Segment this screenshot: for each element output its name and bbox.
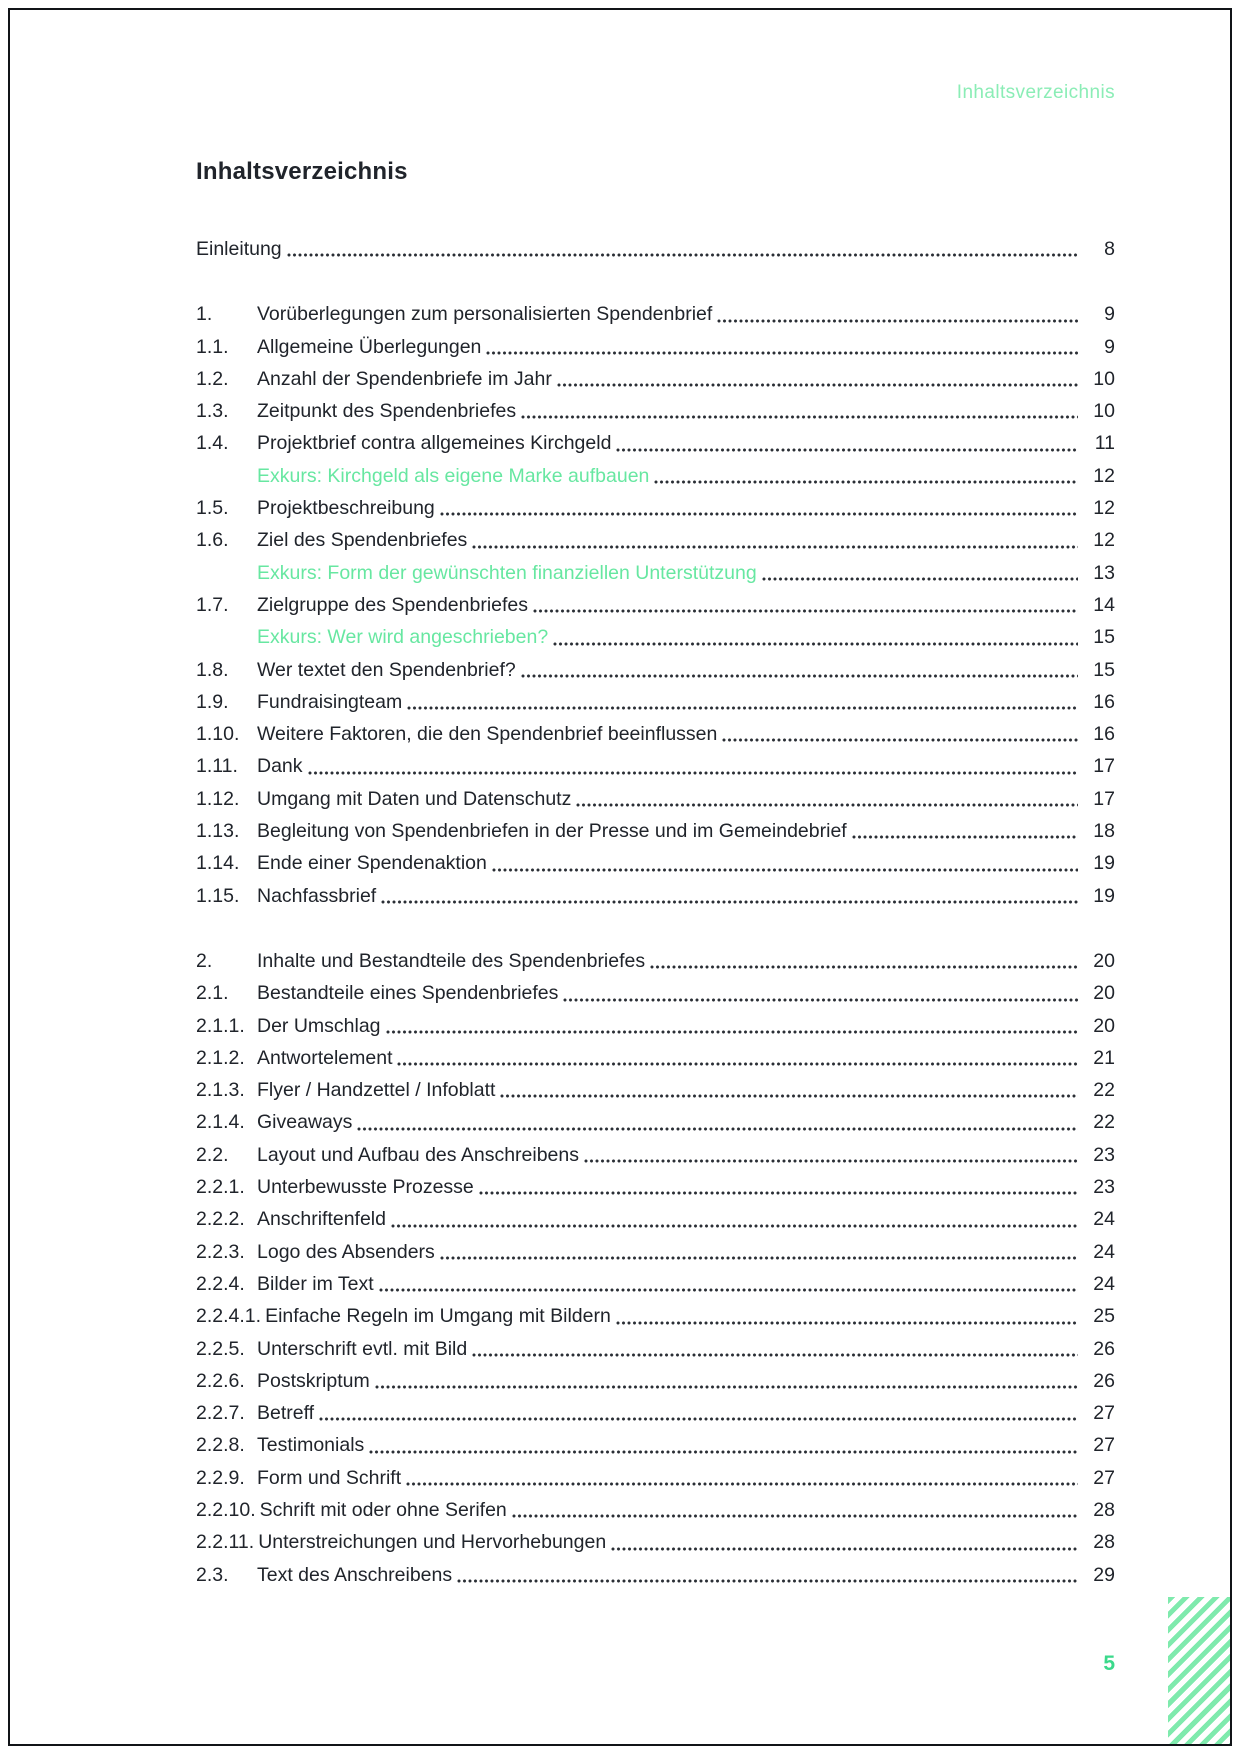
toc-entry-page-number: 9 xyxy=(1104,335,1115,358)
toc-entry-page-number: 24 xyxy=(1093,1272,1115,1295)
toc-entry-page-number: 13 xyxy=(1093,561,1115,584)
toc-entry-label: Nachfassbrief xyxy=(257,884,377,907)
toc-entry-number: 2.1.3. xyxy=(196,1079,245,1102)
toc-entry-page-number: 12 xyxy=(1093,529,1115,552)
toc-entry-label: Testimonials xyxy=(257,1434,365,1457)
toc-entry-number: 1.7. xyxy=(196,593,229,616)
toc-entry xyxy=(196,233,1115,265)
dot-leader-decoration xyxy=(486,351,1078,355)
dot-leader-decoration xyxy=(391,1224,1078,1228)
toc-entry-page-number: 15 xyxy=(1093,626,1115,649)
dot-leader-decoration xyxy=(379,1288,1078,1292)
dot-leader-decoration xyxy=(611,1547,1078,1551)
toc-entry-number: 1.5. xyxy=(196,497,229,520)
dot-leader-decoration xyxy=(472,1353,1078,1357)
toc-entry-page-number: 23 xyxy=(1093,1143,1115,1166)
toc-entry-label: Projektbrief contra allgemeines Kirchgeld xyxy=(257,432,612,455)
toc-entry-page-number: 11 xyxy=(1094,432,1115,455)
dot-leader-decoration xyxy=(407,706,1078,710)
toc-entry-label: Fundraisingteam xyxy=(257,690,403,713)
toc-entry-page-number: 19 xyxy=(1093,884,1115,907)
toc-entry xyxy=(196,427,1115,459)
toc-entry xyxy=(196,1397,1115,1429)
dot-leader-decoration xyxy=(375,1385,1078,1389)
toc-entry-number: 1.8. xyxy=(196,658,229,681)
dot-leader-decoration xyxy=(521,674,1078,678)
toc-entry-label: Unterbewusste Prozesse xyxy=(257,1176,474,1199)
dot-leader-decoration xyxy=(717,319,1078,323)
toc-entry-label: Der Umschlag xyxy=(257,1014,381,1037)
toc-entry-label: Schrift mit oder ohne Serifen xyxy=(259,1498,507,1521)
toc-entry-page-number: 24 xyxy=(1093,1240,1115,1263)
toc-entry xyxy=(196,1139,1115,1171)
dot-leader-decoration xyxy=(406,1482,1078,1486)
toc-entry-number: 1.13. xyxy=(196,820,240,843)
toc-entry xyxy=(196,1010,1115,1042)
toc-entry-label: Inhalte und Bestandteile des Spendenbriefes xyxy=(257,949,646,972)
toc-entry xyxy=(196,492,1115,524)
toc-entry-number: 2.2.6. xyxy=(196,1369,245,1392)
toc-entry xyxy=(196,1494,1115,1526)
toc-entry-label: Anschriftenfeld xyxy=(257,1208,386,1231)
toc-entry-number: 2.2.5. xyxy=(196,1337,245,1360)
toc-entry-label: Projektbeschreibung xyxy=(257,497,435,520)
toc-entry xyxy=(196,1236,1115,1268)
toc-entry xyxy=(196,363,1115,395)
toc-entry-page-number: 10 xyxy=(1093,400,1115,423)
toc-entry-page-number: 26 xyxy=(1093,1369,1115,1392)
dot-leader-decoration xyxy=(584,1159,1078,1163)
dot-leader-decoration xyxy=(440,1256,1078,1260)
toc-entry-label: Antwortelement xyxy=(257,1046,393,1069)
toc-entry-number: 1.10. xyxy=(196,723,240,746)
toc-entry-number: 2.2.4. xyxy=(196,1272,245,1295)
toc-entry xyxy=(196,847,1115,879)
toc-entry-label: Bilder im Text xyxy=(257,1272,374,1295)
toc-entry-page-number: 16 xyxy=(1093,723,1115,746)
toc-entry-page-number: 20 xyxy=(1093,982,1115,1005)
toc-entry xyxy=(196,815,1115,847)
page-number: 5 xyxy=(1103,1652,1115,1675)
toc-entry-label: Ende einer Spendenaktion xyxy=(257,852,487,875)
page-title: Inhaltsverzeichnis xyxy=(196,158,408,185)
toc-entry-number: 1.9. xyxy=(196,690,229,713)
toc-entry-page-number: 27 xyxy=(1093,1466,1115,1489)
toc-entry-page-number: 29 xyxy=(1093,1563,1115,1586)
toc-entry-page-number: 28 xyxy=(1093,1498,1115,1521)
corner-stripe-decoration xyxy=(1168,1597,1230,1744)
toc-entry-label: Flyer / Handzettel / Infoblatt xyxy=(257,1079,496,1102)
toc-entry-page-number: 17 xyxy=(1093,787,1115,810)
dot-leader-decoration xyxy=(381,900,1078,904)
toc-entry xyxy=(196,557,1115,589)
dot-leader-decoration xyxy=(357,1127,1078,1131)
toc-entry-label: Einfache Regeln im Umgang mit Bildern xyxy=(265,1305,611,1328)
toc-entry-number: 2.1.2. xyxy=(196,1046,245,1069)
dot-leader-decoration xyxy=(852,835,1078,839)
toc-entry-number: 2.3. xyxy=(196,1563,229,1586)
toc-entry xyxy=(196,331,1115,363)
dot-leader-decoration xyxy=(287,253,1078,257)
toc-entry-page-number: 22 xyxy=(1093,1079,1115,1102)
toc-entry-number: 2.2.9. xyxy=(196,1466,245,1489)
toc-entry-number: 1.11. xyxy=(196,755,238,778)
toc-entry-label: Exkurs: Form der gewünschten finanziellen Unterstützung xyxy=(257,561,757,584)
toc-entry xyxy=(196,1526,1115,1558)
toc-entry-page-number: 20 xyxy=(1093,1014,1115,1037)
toc-entry-page-number: 8 xyxy=(1104,238,1115,260)
dot-leader-decoration xyxy=(479,1191,1078,1195)
toc-entry xyxy=(196,945,1115,977)
toc-entry xyxy=(196,1042,1115,1074)
toc-entry xyxy=(196,686,1115,718)
toc-entry-number: 2.2.2. xyxy=(196,1208,245,1231)
toc-entry-number: 2.2.7. xyxy=(196,1402,245,1425)
toc-entry-page-number: 17 xyxy=(1093,755,1115,778)
toc-entry-page-number: 12 xyxy=(1093,464,1115,487)
toc-entry xyxy=(196,1268,1115,1300)
toc-entry xyxy=(196,1559,1115,1591)
toc-entry-number: 2.2.4.1. xyxy=(196,1305,262,1328)
toc-entry-label: Vorüberlegungen zum personalisierten Spendenbrief xyxy=(257,303,713,326)
toc-entry-label: Ziel des Spendenbriefes xyxy=(257,529,468,552)
toc-entry-number: 1.14. xyxy=(196,852,240,875)
toc-entry-page-number: 10 xyxy=(1093,367,1115,390)
toc-entry xyxy=(196,1462,1115,1494)
toc-entry-label: Zielgruppe des Spendenbriefes xyxy=(257,593,529,616)
toc-entry-number: 1. xyxy=(196,303,213,326)
toc-entry-label: Text des Anschreibens xyxy=(257,1563,453,1586)
toc-entry-label: Dank xyxy=(257,755,303,778)
dot-leader-decoration xyxy=(762,577,1078,581)
dot-leader-decoration xyxy=(521,415,1078,419)
toc-entry-label: Postskriptum xyxy=(257,1369,370,1392)
dot-leader-decoration xyxy=(563,998,1078,1002)
dot-leader-decoration xyxy=(397,1062,1078,1066)
dot-leader-decoration xyxy=(512,1514,1078,1518)
toc-entry-number: 2.2. xyxy=(196,1143,229,1166)
dot-leader-decoration xyxy=(722,738,1078,742)
toc-entry-page-number: 14 xyxy=(1093,593,1115,616)
toc-entry-label: Bestandteile eines Spendenbriefes xyxy=(257,982,559,1005)
toc-entry xyxy=(196,654,1115,686)
toc-entry-page-number: 27 xyxy=(1093,1434,1115,1457)
toc-entry xyxy=(196,1074,1115,1106)
dot-leader-decoration xyxy=(616,448,1078,452)
dot-leader-decoration xyxy=(472,545,1078,549)
toc-entry-number: 2.2.10. xyxy=(196,1498,256,1521)
toc-entry xyxy=(196,1365,1115,1397)
toc-entry xyxy=(196,750,1115,782)
toc-entry-page-number: 25 xyxy=(1093,1305,1115,1328)
toc-entry-label: Allgemeine Überlegungen xyxy=(257,335,482,358)
toc-entry-label: Einleitung xyxy=(196,238,282,260)
toc-entry-page-number: 27 xyxy=(1093,1402,1115,1425)
toc-entry-label: Wer textet den Spendenbrief? xyxy=(257,658,516,681)
toc-entry-label: Umgang mit Daten und Datenschutz xyxy=(257,787,572,810)
toc-entry-page-number: 20 xyxy=(1093,949,1115,972)
toc-entry-page-number: 26 xyxy=(1093,1337,1115,1360)
dot-leader-decoration xyxy=(492,868,1078,872)
toc-entry-label: Unterstreichungen und Hervorhebungen xyxy=(258,1531,607,1554)
toc-entry-page-number: 12 xyxy=(1093,497,1115,520)
dot-leader-decoration xyxy=(576,803,1078,807)
dot-leader-decoration xyxy=(557,383,1078,387)
running-header: Inhaltsverzeichnis xyxy=(956,82,1115,103)
toc-entry-page-number: 23 xyxy=(1093,1176,1115,1199)
toc-entry-number: 2.2.8. xyxy=(196,1434,245,1457)
dot-leader-decoration xyxy=(308,771,1078,775)
toc-entry-number: 2.1.4. xyxy=(196,1111,245,1134)
toc-entry xyxy=(196,880,1115,912)
toc-entry-number: 2. xyxy=(196,949,213,972)
toc-entry xyxy=(196,1203,1115,1235)
toc-entry-label: Exkurs: Kirchgeld als eigene Marke aufbauen xyxy=(257,464,650,487)
toc-entry-number: 1.15. xyxy=(196,884,240,907)
toc-entry-label: Form und Schrift xyxy=(257,1466,402,1489)
toc-entry-number: 2.2.1. xyxy=(196,1176,245,1199)
toc-entry xyxy=(196,1300,1115,1332)
toc-entry-label: Logo des Absenders xyxy=(257,1240,435,1263)
dot-leader-decoration xyxy=(369,1450,1078,1454)
toc-entry-page-number: 18 xyxy=(1093,820,1115,843)
toc-entry-label: Giveaways xyxy=(257,1111,353,1134)
dot-leader-decoration xyxy=(440,512,1078,516)
dot-leader-decoration xyxy=(616,1321,1078,1325)
toc-entry xyxy=(196,524,1115,556)
toc-entry xyxy=(196,621,1115,653)
dot-leader-decoration xyxy=(457,1579,1078,1583)
toc-entry-label: Layout und Aufbau des Anschreibens xyxy=(257,1143,579,1166)
toc-entry xyxy=(196,395,1115,427)
toc-entry-number: 1.2. xyxy=(196,367,229,390)
toc-entry-label: Zeitpunkt des Spendenbriefes xyxy=(257,400,517,423)
toc-entry-label: Anzahl der Spendenbriefe im Jahr xyxy=(257,367,552,390)
dot-leader-decoration xyxy=(654,480,1078,484)
toc-entry xyxy=(196,977,1115,1009)
toc-entry xyxy=(196,460,1115,492)
toc-entry-page-number: 15 xyxy=(1093,658,1115,681)
toc-entry xyxy=(196,1429,1115,1461)
dot-leader-decoration xyxy=(386,1030,1078,1034)
toc-entry-label: Exkurs: Wer wird angeschrieben? xyxy=(257,626,549,649)
toc-entry-label: Begleitung von Spendenbriefen in der Presse und im Gemeindebrief xyxy=(257,820,847,843)
toc-entry-number: 2.2.3. xyxy=(196,1240,245,1263)
toc-entry xyxy=(196,589,1115,621)
dot-leader-decoration xyxy=(533,609,1078,613)
toc-entry-label: Betreff xyxy=(257,1402,315,1425)
toc-entry-number: 2.2.11. xyxy=(196,1531,255,1554)
toc-entry-label: Weitere Faktoren, die den Spendenbrief beeinflussen xyxy=(257,723,718,746)
toc-entry-page-number: 19 xyxy=(1093,852,1115,875)
dot-leader-decoration xyxy=(553,642,1078,646)
toc-entry-page-number: 22 xyxy=(1093,1111,1115,1134)
toc-entry-page-number: 21 xyxy=(1093,1046,1115,1069)
toc-entry-page-number: 24 xyxy=(1093,1208,1115,1231)
toc-entry xyxy=(196,1106,1115,1138)
toc-entry xyxy=(196,1333,1115,1365)
dot-leader-decoration xyxy=(650,965,1078,969)
toc-entry xyxy=(196,718,1115,750)
toc-entry-number: 1.12. xyxy=(196,787,240,810)
dot-leader-decoration xyxy=(500,1094,1078,1098)
toc-entry-number: 1.4. xyxy=(196,432,229,455)
toc-entry-number: 1.1. xyxy=(196,335,229,358)
toc-entry-label: Unterschrift evtl. mit Bild xyxy=(257,1337,468,1360)
toc-entry xyxy=(196,1171,1115,1203)
toc-entry-number: 1.6. xyxy=(196,529,229,552)
dot-leader-decoration xyxy=(319,1417,1078,1421)
toc-entry xyxy=(196,298,1115,330)
toc-entry-number: 2.1.1. xyxy=(196,1014,245,1037)
toc-entry-number: 1.3. xyxy=(196,400,229,423)
toc-entry-number: 2.1. xyxy=(196,982,229,1005)
toc-entry-page-number: 16 xyxy=(1093,690,1115,713)
toc-entry xyxy=(196,783,1115,815)
table-of-contents xyxy=(196,233,1115,1591)
toc-entry-page-number: 9 xyxy=(1104,303,1115,326)
toc-entry-page-number: 28 xyxy=(1093,1531,1115,1554)
